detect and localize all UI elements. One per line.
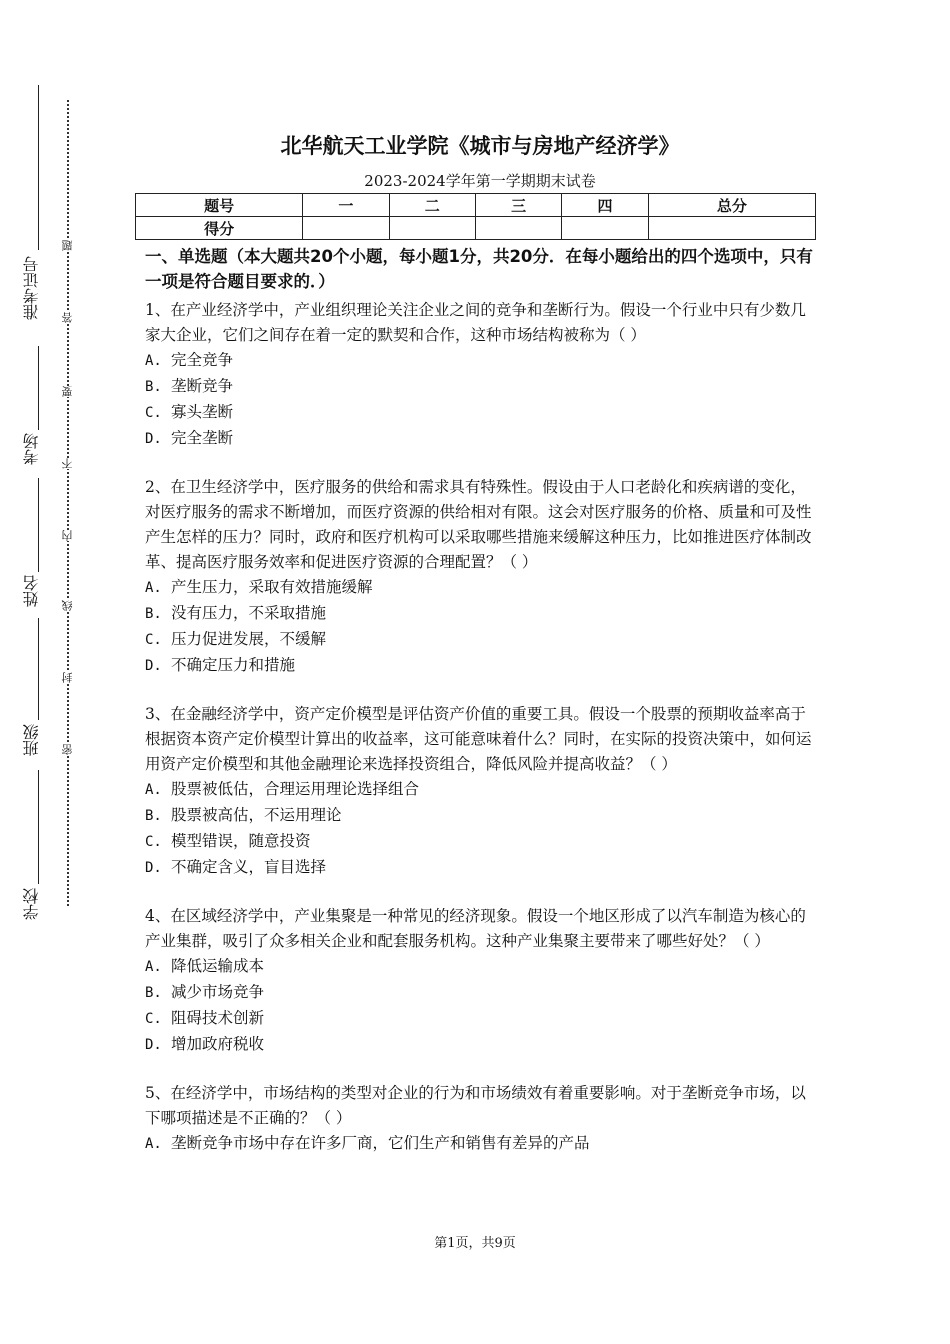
option [145, 400, 815, 426]
option-text: 不确定含义，盲目选择 [171, 858, 327, 876]
score-table-header: 三 [475, 194, 561, 217]
question-text: 4、在区域经济学中，产业集聚是一种常见的经济现象。假设一个地区形成了以汽车制造为核心的产业集群，吸引了众多相关企业和配套服务机构。这种产业集聚主要带来了哪些好处？（ ） [145, 907, 806, 950]
option [145, 855, 815, 881]
option-letter: D. [145, 658, 162, 674]
seal-char: 题 [61, 240, 74, 251]
page-footer: 第1页，共9页 [434, 1236, 516, 1251]
score-table-header: 一 [303, 194, 389, 217]
score-cell [389, 217, 475, 240]
score-table-header: 四 [562, 194, 648, 217]
exam-id-field-label: 准考证号 [22, 256, 41, 320]
score-cell [475, 217, 561, 240]
option-text: 增加政府税收 [171, 1035, 265, 1053]
option [145, 653, 815, 679]
option-text: 减少市场竞争 [171, 983, 265, 1001]
option-list [145, 777, 815, 881]
option-letter: B. [145, 985, 162, 1001]
seal-dotted-line [67, 100, 69, 906]
score-cell [303, 217, 389, 240]
option-letter: B. [145, 606, 162, 622]
school-field-label: 学校 [22, 888, 41, 920]
option-text: 阻碍技术创新 [171, 1009, 265, 1027]
score-table-header-row [136, 194, 816, 217]
score-table-header: 题号 [136, 194, 303, 217]
score-cell [562, 217, 648, 240]
binding-line [38, 478, 39, 572]
option-text: 不确定压力和措施 [171, 656, 296, 674]
binding-line [38, 770, 39, 884]
option-letter: C. [145, 834, 162, 850]
option [145, 1131, 815, 1157]
binding-line [38, 346, 39, 430]
seal-char: 线 [61, 600, 74, 611]
binding-strip [0, 0, 90, 1344]
option [145, 954, 815, 980]
option [145, 1032, 815, 1058]
option [145, 803, 815, 829]
option-letter: C. [145, 1011, 162, 1027]
option [145, 426, 815, 452]
score-row-label: 得分 [136, 217, 303, 240]
seal-char: 要 [61, 386, 74, 397]
score-table-score-row [136, 217, 816, 240]
option [145, 575, 815, 601]
option-letter: A. [145, 353, 162, 369]
option-letter: A. [145, 959, 162, 975]
option-letter: B. [145, 808, 162, 824]
binding-line [38, 85, 39, 250]
option [145, 374, 815, 400]
exam-subtitle: 2023-2024学年第一学期期末试卷 [364, 172, 596, 190]
option-letter: D. [145, 860, 162, 876]
option-letter: A. [145, 782, 162, 798]
option-text: 完全垄断 [171, 429, 234, 447]
score-table-header: 二 [389, 194, 475, 217]
option [145, 829, 815, 855]
option-letter: B. [145, 379, 162, 395]
option-letter: C. [145, 405, 162, 421]
question-text: 1、在产业经济学中，产业组织理论关注企业之间的竞争和垄断行为。假设一个行业中只有少数几家大企业，它们之间存在着一定的默契和合作，这种市场结构被称为（ ） [145, 301, 806, 344]
seal-char: 答 [61, 312, 74, 323]
option-list [145, 954, 815, 1058]
option [145, 1006, 815, 1032]
option-letter: D. [145, 431, 162, 447]
option [145, 777, 815, 803]
score-cell [648, 217, 815, 240]
option-text: 完全竞争 [171, 351, 234, 369]
option-text: 模型错误，随意投资 [171, 832, 311, 850]
option-text: 股票被低估，合理运用理论选择组合 [171, 780, 420, 798]
option-text: 产生压力，采取有效措施缓解 [171, 578, 373, 596]
option [145, 601, 815, 627]
option-list [145, 348, 815, 452]
option-text: 垄断竞争市场中存在许多厂商，它们生产和销售有差异的产品 [171, 1134, 590, 1152]
option-text: 没有压力，不采取措施 [171, 604, 327, 622]
question-text: 2、在卫生经济学中，医疗服务的供给和需求具有特殊性。假设由于人口老龄化和疾病谱的变化，对医疗服务的需求不断增加，而医疗资源的供给相对有限。这会对医疗服务的价格、质量和可及性产生怎样的压力？同时，政府和医疗机构可以采取哪些措施来缓解这种压力，比如推进医疗体制改革、提高医疗服务效率和促进医疗资源的合理配置？（ ） [145, 478, 812, 571]
option-letter: A. [145, 580, 162, 596]
student-name-field-label: 姓名 [22, 575, 41, 607]
option-text: 股票被高估，不运用理论 [171, 806, 342, 824]
option-list [145, 575, 815, 679]
option-text: 降低运输成本 [171, 957, 265, 975]
exam-content [145, 244, 815, 1180]
score-table-header: 总分 [648, 194, 815, 217]
seal-char: 密 [61, 744, 74, 755]
binding-line [38, 618, 39, 720]
exam-room-field-label: 考场 [22, 433, 41, 465]
option-text: 寡头垄断 [171, 403, 234, 421]
option [145, 980, 815, 1006]
option-list [145, 1131, 815, 1157]
section-heading: 一、单选题（本大题共20个小题，每小题1分，共20分．在每小题给出的四个选项中，只有一项是符合题目要求的．） [145, 247, 813, 291]
seal-char: 内 [61, 530, 74, 541]
seal-char: 封 [61, 672, 74, 683]
class-field-label: 班级 [22, 724, 41, 756]
seal-char: 不 [61, 458, 74, 469]
option-letter: A. [145, 1136, 162, 1152]
score-table [135, 193, 816, 240]
question-text: 5、在经济学中，市场结构的类型对企业的行为和市场绩效有着重要影响。对于垄断竞争市场，以下哪项描述是不正确的？（ ） [145, 1084, 806, 1127]
question-text: 3、在金融经济学中，资产定价模型是评估资产价值的重要工具。假设一个股票的预期收益率高于根据资本资产定价模型计算出的收益率，这可能意味着什么？同时，在实际的投资决策中，如何运用资产定价模型和其他金融理论来选择投资组合，降低风险并提高收益？（ ） [145, 705, 812, 773]
exam-title: 北华航天工业学院《城市与房地产经济学》 [280, 134, 680, 158]
option-letter: C. [145, 632, 162, 648]
option-letter: D. [145, 1037, 162, 1053]
option-text: 压力促进发展，不缓解 [171, 630, 327, 648]
option [145, 627, 815, 653]
option [145, 348, 815, 374]
option-text: 垄断竞争 [171, 377, 234, 395]
